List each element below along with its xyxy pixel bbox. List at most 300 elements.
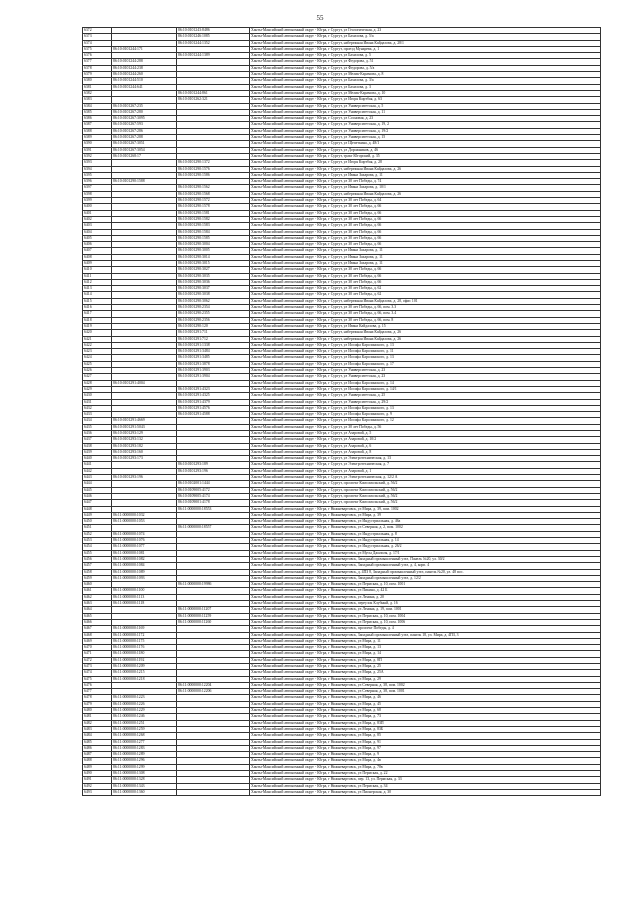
- row-number-cell: 6395: [83, 172, 112, 178]
- cadastral-number-b-cell: 86:10:0101246:1085: [177, 34, 250, 40]
- cadastral-number-b-cell: 86:10:0109005:4174: [177, 493, 250, 499]
- address-cell: Ханты-Мансийский автономный округ - Югра, г Сургут, ул Университетская, д. 5: [250, 103, 601, 109]
- cadastral-number-b-cell: 86:10:0101291:3904: [177, 374, 250, 380]
- row-number-cell: 6431: [83, 399, 112, 405]
- address-cell: Ханты-Мансийский автономный округ - Югра, г Сургут, ул 30 лет Победы, д. 66: [250, 279, 601, 285]
- cadastral-number-a-cell: 86:10:0101290:1588: [112, 179, 177, 185]
- row-number-cell: 6404: [83, 229, 112, 235]
- address-cell: Ханты-Мансийский автономный округ - Югра, г Сургут, набережная Ивана Кайдалова, д. 26: [250, 330, 601, 336]
- row-number-cell: 6453: [83, 538, 112, 544]
- cadastral-number-a-cell: 86:11:0000000:1032: [112, 512, 177, 518]
- address-cell: Ханты-Мансийский автономный округ - Югра, г Нижневартовск, ул Мира, д. 13: [250, 645, 601, 651]
- row-number-cell: 6384: [83, 103, 112, 109]
- row-number-cell: 6442: [83, 468, 112, 474]
- row-number-cell: 6457: [83, 563, 112, 569]
- row-number-cell: 6492: [83, 783, 112, 789]
- address-cell: Ханты-Мансийский автономный округ - Югра, г Сургут, ул Игоря Киртбая, д. 28: [250, 160, 601, 166]
- row-number-cell: 6449: [83, 512, 112, 518]
- cadastral-number-a-cell: 86:10:0101244:288: [112, 59, 177, 65]
- address-cell: Ханты-Мансийский автономный округ - Югра, г Нижневартовск, Западный промышленный узел, Панель №20, ул. 30/2: [250, 556, 601, 562]
- property-registry-table: [82, 27, 601, 796]
- address-cell: Ханты-Мансийский автономный округ - Югра, г Сургут, ул Университетская, д. 19, 2: [250, 122, 601, 128]
- row-number-cell: 6478: [83, 695, 112, 701]
- cadastral-number-a-cell: 86:10:0101244:260: [112, 72, 177, 78]
- row-number-cell: 6448: [83, 506, 112, 512]
- cadastral-number-b-cell: 86:10:0101290:3014: [177, 254, 250, 260]
- cadastral-number-b-cell: 86:10:0101290:1581: [177, 210, 250, 216]
- cadastral-number-a-cell: 86:11:0000000:1289: [112, 752, 177, 758]
- cadastral-number-a-cell: 86:11:0000000:1343: [112, 783, 177, 789]
- row-number-cell: 6374: [83, 40, 112, 46]
- address-cell: Ханты-Мансийский автономный округ - Югра, г Сургут, ул Иосифа Каролинского, д. 13: [250, 342, 601, 348]
- address-cell: Ханты-Мансийский автономный округ - Югра, г Нижневартовск, ул Мира, д. 25А: [250, 670, 601, 676]
- row-number-cell: 6488: [83, 758, 112, 764]
- address-cell: Ханты-Мансийский автономный округ - Югра, г Сургут, ул Азаровой, д. 10/2: [250, 437, 601, 443]
- cadastral-number-b-cell: 86:10:0101290:3027: [177, 267, 250, 273]
- address-cell: Ханты-Мансийский автономный округ - Югра, г Сургут, ул Электротехническая, д. 13: [250, 456, 601, 462]
- page-number: 55: [316, 14, 324, 22]
- cadastral-number-a-cell: 86:11:0000000:1328: [112, 777, 177, 783]
- row-number-cell: 6422: [83, 342, 112, 348]
- row-number-cell: 6415: [83, 298, 112, 304]
- cadastral-number-b-cell: 86:11:0000000:18557: [177, 525, 250, 531]
- row-number-cell: 6459: [83, 575, 112, 581]
- address-cell: Ханты-Мансийский автономный округ - Югра, г Сургут, ул 30 лет Победы, д. 66: [250, 223, 601, 229]
- cadastral-number-a-cell: 86:10:0101244:641: [112, 84, 177, 90]
- row-number-cell: 6413: [83, 286, 112, 292]
- address-cell: Ханты-Мансийский автономный округ - Югра, г Нижневартовск, ул Мира, д. 83П: [250, 720, 601, 726]
- address-cell: Ханты-Мансийский автономный округ - Югра, г Сургут, проспект Комсомольский, д. 56/2: [250, 500, 601, 506]
- address-cell: Ханты-Мансийский автономный округ - Югра, г Нижневартовск, ул Мира, д. 45: [250, 701, 601, 707]
- cadastral-number-a-cell: 86:10:0101293:196: [112, 475, 177, 481]
- cadastral-number-a-cell: 86:11:0000000:1209: [112, 663, 177, 669]
- row-number-cell: 6375: [83, 46, 112, 52]
- address-cell: Ханты-Мансийский автономный округ - Югра, г Сургут, ул Университетская, д. 15: [250, 135, 601, 141]
- address-cell: Ханты-Мансийский автономный округ - Югра, г Нижневартовск, ул Мира, д. 8П: [250, 657, 601, 663]
- cadastral-number-b-cell: 86:10:0101293:196: [177, 468, 250, 474]
- address-cell: Ханты-Мансийский автономный округ - Югра, г Сургут, ул 30 лет Победы, д. 66: [250, 242, 601, 248]
- row-number-cell: 6380: [83, 78, 112, 84]
- address-cell: Ханты-Мансийский автономный округ - Югра, г Нижневартовск, ул Мира, д. 39: [250, 512, 601, 518]
- cadastral-number-a-cell: 86:10:0101267:235: [112, 103, 177, 109]
- cadastral-number-a-cell: 86:11:0000000:1076: [112, 538, 177, 544]
- address-cell: Ханты-Мансийский автономный округ - Югра, г Сургут, тракт Югорский, д. 35: [250, 153, 601, 159]
- row-number-cell: 6386: [83, 116, 112, 122]
- cadastral-number-a-cell: 86:11:0000000:1296: [112, 758, 177, 764]
- address-cell: Ханты-Мансийский автономный округ - Югра, г Нижневартовск, ул Пермская, д. 10, пом. 1001: [250, 582, 601, 588]
- row-number-cell: 6417: [83, 311, 112, 317]
- row-number-cell: 6420: [83, 330, 112, 336]
- cadastral-number-a-cell: 86:11:0000000:1246: [112, 714, 177, 720]
- row-number-cell: 6455: [83, 550, 112, 556]
- cadastral-number-b-cell: 86:10:0101290:3005: [177, 248, 250, 254]
- address-cell: Ханты-Мансийский автономный округ - Югра, г Сургут, ул 30 лет Победы, д. 66: [250, 229, 601, 235]
- cadastral-number-a-cell: 86:11:0000000:1113: [112, 594, 177, 600]
- address-cell: Ханты-Мансийский автономный округ - Югра, г Нижневартовск, ул Мира, д. 4в: [250, 758, 601, 764]
- address-cell: Ханты-Мансийский автономный округ - Югра, г Сургут, ул Дорожников, д. 46: [250, 147, 601, 153]
- address-cell: Ханты-Мансийский автономный округ - Югра, г Нижневартовск, ул Мира, д. 73: [250, 714, 601, 720]
- address-cell: Ханты-Мансийский автономный округ - Югра, г Сургут, ул Ивана Захарова, д. 11: [250, 248, 601, 254]
- row-number-cell: 6472: [83, 657, 112, 663]
- cadastral-number-b-cell: 86:10:0101290:1583: [177, 223, 250, 229]
- address-cell: Ханты-Мансийский автономный округ - Югра, г Нижневартовск, ул Мира, д. 85: [250, 733, 601, 739]
- cadastral-number-a-cell: 86:11:0000000:1175: [112, 638, 177, 644]
- address-cell: Ханты-Мансийский автономный округ - Югра, г Сургут, ул Иосифа Каролинского, д. 12: [250, 418, 601, 424]
- address-cell: Ханты-Мансийский автономный округ - Югра, г Сургут, проспект Комсомольский, д. 56/2: [250, 481, 601, 487]
- row-number-cell: 6377: [83, 59, 112, 65]
- address-cell: Ханты-Мансийский автономный округ - Югра, г Нижневартовск, Западный промышленный узел, д. 12/2: [250, 575, 601, 581]
- cadastral-number-a-cell: 86:11:0000000:1308: [112, 771, 177, 777]
- address-cell: Ханты-Мансийский автономный округ - Югра, г Нижневартовск, ул Пермская, д. 10, пом. 1006: [250, 619, 601, 625]
- row-number-cell: 6476: [83, 682, 112, 688]
- row-number-cell: 6480: [83, 708, 112, 714]
- row-number-cell: 6399: [83, 198, 112, 204]
- row-number-cell: 6464: [83, 607, 112, 613]
- address-cell: Ханты-Мансийский автономный округ - Югра, г Сургут, ул 30 лет Победы, д. 66: [250, 210, 601, 216]
- cadastral-number-a-cell: 86:11:0000000:1169: [112, 626, 177, 632]
- cadastral-number-b-cell: 86:10:0101244:1352: [177, 40, 250, 46]
- cadastral-number-a-cell: 86:10:0101293:182: [112, 443, 177, 449]
- cadastral-number-b-cell: 86:10:0101290:3035: [177, 273, 250, 279]
- cadastral-number-b-cell: 86:10:0101290:1585: [177, 235, 250, 241]
- row-number-cell: 6439: [83, 449, 112, 455]
- address-cell: Ханты-Мансийский автономный округ - Югра, г Нижневартовск, ул Пионерская, д. 30: [250, 789, 601, 795]
- cadastral-number-a-cell: 86:11:0000000:1053: [112, 519, 177, 525]
- row-number-cell: 6430: [83, 393, 112, 399]
- address-cell: Ханты-Мансийский автономный округ - Югра, г Нижневартовск, ул Пермская, д. 22: [250, 771, 601, 777]
- address-cell: Ханты-Мансийский автономный округ - Югра, г Сургут, ул 30 лет Победы, д. 66: [250, 273, 601, 279]
- row-number-cell: 6466: [83, 619, 112, 625]
- cadastral-number-a-cell: 86:11:0000000:1180: [112, 651, 177, 657]
- cadastral-number-a-cell: 86:11:0000000:1081: [112, 550, 177, 556]
- row-number-cell: 6486: [83, 745, 112, 751]
- cadastral-number-a-cell: 86:10:0101267:3054: [112, 147, 177, 153]
- table-row: [83, 789, 601, 795]
- address-cell: Ханты-Мансийский автономный округ - Югра, г Сургут, ул Азаровой, д. 8: [250, 449, 601, 455]
- cadastral-number-a-cell: 86:10:0101268:17: [112, 153, 177, 159]
- cadastral-number-a-cell: 86:11:0000000:1100: [112, 588, 177, 594]
- cadastral-number-a-cell: 86:11:0000000:1074: [112, 531, 177, 537]
- row-number-cell: 6406: [83, 242, 112, 248]
- address-cell: Ханты-Мансийский автономный округ - Югра, г Сургут, проспект Комсомольский, д. 56/2: [250, 493, 601, 499]
- cadastral-number-a-cell: 86:11:0000000:1172: [112, 632, 177, 638]
- row-number-cell: 6403: [83, 223, 112, 229]
- cadastral-number-a-cell: 86:11:0000000:1215: [112, 670, 177, 676]
- cadastral-number-b-cell: 86:10:0101291:3485: [177, 355, 250, 361]
- address-cell: Ханты-Мансийский автономный округ - Югра, г Сургут, ул Азаровой, д. 1: [250, 468, 601, 474]
- row-number-cell: 6479: [83, 701, 112, 707]
- cadastral-number-b-cell: 86:10:0101290:1372: [177, 160, 250, 166]
- address-cell: Ханты-Мансийский автономный округ - Югра, г Нижневартовск, ул Мира, д. 46: [250, 695, 601, 701]
- row-number-cell: 6443: [83, 475, 112, 481]
- cadastral-number-a-cell: 86:11:0000000:1226: [112, 701, 177, 707]
- row-number-cell: 6397: [83, 185, 112, 191]
- address-cell: Ханты-Мансийский автономный округ - Югра, г Сургут, ул Иосифа Каролинского, д. 11: [250, 349, 601, 355]
- row-number-cell: 6419: [83, 323, 112, 329]
- row-number-cell: 6435: [83, 424, 112, 430]
- cadastral-number-b-cell: 86:10:0101291:4588: [177, 412, 250, 418]
- row-number-cell: 6388: [83, 128, 112, 134]
- row-number-cell: 6444: [83, 481, 112, 487]
- cadastral-number-a-cell: 86:11:0000000:1299: [112, 764, 177, 770]
- cadastral-number-a-cell: 86:10:0101244:510: [112, 78, 177, 84]
- row-number-cell: 6421: [83, 336, 112, 342]
- row-number-cell: 6482: [83, 720, 112, 726]
- cadastral-number-a-cell: 86:10:0101291:4669: [112, 418, 177, 424]
- row-number-cell: 6481: [83, 714, 112, 720]
- address-cell: Ханты-Мансийский автономный округ - Югра, г Сургут, ул 30 лет Победы, д. 74: [250, 179, 601, 185]
- row-number-cell: 6477: [83, 689, 112, 695]
- cadastral-number-a-cell: 86:11:0000000:1218: [112, 676, 177, 682]
- address-cell: Ханты-Мансийский автономный округ - Югра, г Нижневартовск, ул Мусы Джалиля, д. 17/1: [250, 550, 601, 556]
- address-cell: Ханты-Мансийский автономный округ - Югра, г Сургут, ул Мелик-Карамова, д. 8: [250, 72, 601, 78]
- row-number-cell: 6398: [83, 191, 112, 197]
- row-number-cell: 6400: [83, 204, 112, 210]
- row-number-cell: 6451: [83, 525, 112, 531]
- row-number-cell: 6409: [83, 260, 112, 266]
- cadastral-number-b-cell: 86:11:0000000:19986: [177, 582, 250, 588]
- address-cell: Ханты-Мансийский автономный округ - Югра, г Нижневартовск, ул Мира, д. 68: [250, 708, 601, 714]
- cadastral-number-b-cell: 86:10:0101291:3903: [177, 368, 250, 374]
- address-cell: Ханты-Мансийский автономный округ - Югра, г Нижневартовск, ул Мира, д. 25: [250, 663, 601, 669]
- cadastral-number-b-cell: 86:10:0101290:2355: [177, 311, 250, 317]
- address-cell: Ханты-Мансийский автономный округ - Югра, г Сургут, ул 30 лет Победы, д. 66, пом. 8: [250, 317, 601, 323]
- address-cell: Ханты-Мансийский автономный округ - Югра, г Сургут, ул Ивана Кайдалова, д. 15: [250, 323, 601, 329]
- address-cell: Ханты-Мансийский автономный округ - Югра, г Сургут, ул Университетская, д. 23: [250, 374, 601, 380]
- address-cell: Ханты-Мансийский автономный округ - Югра, г Сургут, ул Электротехническая, д. 7: [250, 462, 601, 468]
- cadastral-number-b-cell: 86:10:0101290:1572: [177, 198, 250, 204]
- cadastral-number-b-cell: 86:10:0101290:3062: [177, 298, 250, 304]
- cadastral-number-b-cell: 86:10:0101291:1338: [177, 342, 250, 348]
- cadastral-number-a-cell: 86:10:0101291:4004: [112, 380, 177, 386]
- row-number-cell: 6465: [83, 613, 112, 619]
- address-cell: Ханты-Мансийский автономный округ - Югра, г Сургут, ул Федорова, д. 5/а: [250, 65, 601, 71]
- cadastral-number-b-cell: 86:11:0000000:12204: [177, 682, 250, 688]
- cadastral-number-b-cell: [177, 789, 250, 795]
- cadastral-number-a-cell: 86:10:0101267:280: [112, 109, 177, 115]
- row-number-cell: 6458: [83, 569, 112, 575]
- cadastral-number-b-cell: 86:10:0101291:4323: [177, 386, 250, 392]
- address-cell: Ханты-Мансийский автономный округ - Югра, г Сургут, ул 30 лет Победы, д. 66: [250, 216, 601, 222]
- row-number-cell: 6467: [83, 626, 112, 632]
- cadastral-number-a-cell: 86:11:0000000:1259: [112, 726, 177, 732]
- address-cell: Ханты-Мансийский автономный округ - Югра, г Сургут, ул Ивана Захарова, д. 10/1: [250, 185, 601, 191]
- row-number-cell: 6424: [83, 355, 112, 361]
- cadastral-number-a-cell: 86:10:0101291:5043: [112, 424, 177, 430]
- address-cell: Ханты-Мансийский автономный округ - Югра, г Сургут, ул 30 лет Победы, д. 56: [250, 424, 601, 430]
- row-number-cell: 6428: [83, 380, 112, 386]
- row-number-cell: 6392: [83, 153, 112, 159]
- address-cell: Ханты-Мансийский автономный округ - Югра, г Нижневартовск, ул Мира, д. 91: [250, 739, 601, 745]
- cadastral-number-b-cell: 86:10:0101291:4325: [177, 393, 250, 399]
- address-cell: Ханты-Мансийский автономный округ - Югра, г Сургут, ул Иосифа Каролинского, д. 14: [250, 380, 601, 386]
- address-cell: Ханты-Мансийский автономный округ - Югра, г Сургут, ул 30 лет Победы, д. 64: [250, 198, 601, 204]
- row-number-cell: 6445: [83, 487, 112, 493]
- address-cell: Ханты-Мансийский автономный округ - Югра, г Сургут, ул Иосифа Каролинского, д. 13: [250, 405, 601, 411]
- row-number-cell: 6447: [83, 500, 112, 506]
- row-number-cell: 6487: [83, 752, 112, 758]
- address-cell: Ханты-Мансийский автономный округ - Югра, г Сургут, ул Иосифа Каролинского, д. 14/1: [250, 386, 601, 392]
- address-cell: Ханты-Мансийский автономный округ - Югра, г Нижневартовск, ул Пикина, д. 42 Б: [250, 588, 601, 594]
- row-number-cell: 6483: [83, 726, 112, 732]
- row-number-cell: 6373: [83, 34, 112, 40]
- row-number-cell: 6396: [83, 179, 112, 185]
- cadastral-number-a-cell: 86:11:0000000:1093: [112, 575, 177, 581]
- row-number-cell: 6387: [83, 122, 112, 128]
- row-number-cell: 6429: [83, 386, 112, 392]
- row-number-cell: 6407: [83, 248, 112, 254]
- row-number-cell: 6385: [83, 109, 112, 115]
- row-number-cell: 6450: [83, 519, 112, 525]
- address-cell: Ханты-Мансийский автономный округ - Югра, г Сургут, ул 30 лет Победы, д. 66, пом. 3.4: [250, 311, 601, 317]
- row-number-cell: 6425: [83, 361, 112, 367]
- address-cell: Ханты-Мансийский автономный округ - Югра, г Сургут, набережная Ивана Кайдалова, д. 26: [250, 166, 601, 172]
- cadastral-number-a-cell: 86:10:0101293:160: [112, 449, 177, 455]
- address-cell: Ханты-Мансийский автономный округ - Югра, г Сургут, ул Университетская, д. 11: [250, 109, 601, 115]
- address-cell: Ханты-Мансийский автономный округ - Югра, г Нижневартовск, ул Северная, д. 38, пом. 1001: [250, 689, 601, 695]
- cadastral-number-b-cell: 86:10:0101291:711: [177, 330, 250, 336]
- address-cell: Ханты-Мансийский автономный округ - Югра, г Сургут, набережная Ивана Кайдалова, д. 26: [250, 336, 601, 342]
- row-number-cell: 6389: [83, 135, 112, 141]
- row-number-cell: 6436: [83, 431, 112, 437]
- cadastral-number-b-cell: 86:10:0109001:4178: [177, 500, 250, 506]
- address-cell: Ханты-Мансийский автономный округ - Югра, г Сургут, ул Федорова, д. 51: [250, 59, 601, 65]
- address-cell: Ханты-Мансийский автономный округ - Югра, г Сургут, ул 30 лет Победы, д. 66, пом. 3.3: [250, 305, 601, 311]
- row-number-cell: 6446: [83, 493, 112, 499]
- address-cell: Ханты-Мансийский автономный округ - Югра, г Сургут, набережная Ивана Кайдалова, д. 28/1: [250, 40, 601, 46]
- address-cell: Ханты-Мансийский автономный округ - Югра, г Сургут, ул Ивана Захарова, д. 11: [250, 254, 601, 260]
- row-number-cell: 6460: [83, 582, 112, 588]
- address-cell: Ханты-Мансийский автономный округ - Югра, г Сургут, ул Сосновая, д. 23: [250, 116, 601, 122]
- row-number-cell: 6433: [83, 412, 112, 418]
- address-cell: Ханты-Мансийский автономный округ - Югра, г Нижневартовск, ул Мира, д. 78в: [250, 764, 601, 770]
- address-cell: Ханты-Мансийский автономный округ - Югра, г Сургут, ул Ивана Захарова, д. 11: [250, 172, 601, 178]
- cadastral-number-b-cell: 86:10:0101244:861: [177, 90, 250, 96]
- address-cell: Ханты-Мансийский автономный округ - Югра, г Нижневартовск, Западный промышленный узел, д. 4, корп. 4: [250, 563, 601, 569]
- address-cell: Ханты-Мансийский автономный округ - Югра, г Сургут, ул Университетская, д. 29/2: [250, 399, 601, 405]
- row-number-cell: 6393: [83, 160, 112, 166]
- address-cell: Ханты-Мансийский автономный округ - Югра, г Сургут, ул 30 лет Победы, д. 66: [250, 235, 601, 241]
- address-cell: Ханты-Мансийский автономный округ - Югра, г Сургут, ул Электротехническая, д. 12/2 А: [250, 475, 601, 481]
- address-cell: Ханты-Мансийский автономный округ - Югра, г Нижневартовск, ул Мира, д. 39, пом. 1002: [250, 506, 601, 512]
- address-cell: Ханты-Мансийский автономный округ - Югра, г Сургут, ул Университетская, д. 25: [250, 393, 601, 399]
- cadastral-number-b-cell: 86:10:0101290:3015: [177, 260, 250, 266]
- cadastral-number-b-cell: 86:10:0101291:3484: [177, 349, 250, 355]
- row-number-cell: 6493: [83, 789, 112, 795]
- row-number-cell: 6462: [83, 594, 112, 600]
- cadastral-number-b-cell: 86:10:0101244:1389: [177, 53, 250, 59]
- address-cell: Ханты-Мансийский автономный округ - Югра, г Сургут, ул 30 лет Победы, д. 62: [250, 292, 601, 298]
- row-number-cell: 6408: [83, 254, 112, 260]
- address-cell: Ханты-Мансийский автономный округ - Югра, г Сургут, ул Иосифа Каролинского, д. 13: [250, 355, 601, 361]
- cadastral-number-b-cell: 86:11:0000000:11207: [177, 607, 250, 613]
- row-number-cell: 6379: [83, 72, 112, 78]
- row-number-cell: 6473: [83, 663, 112, 669]
- address-cell: Ханты-Мансийский автономный округ - Югра, г Сургут, проспект Комсомольский, д. 56/2: [250, 487, 601, 493]
- address-cell: Ханты-Мансийский автономный округ - Югра, г Нижневартовск, ул Мира, д. 11: [250, 638, 601, 644]
- cadastral-number-b-cell: 86:10:0101290:3036: [177, 279, 250, 285]
- row-number-cell: 6485: [83, 739, 112, 745]
- cadastral-number-a-cell: 86:10:0101267:3051: [112, 141, 177, 147]
- address-cell: Ханты-Мансийский автономный округ - Югра, г Сургут, ул Азаровой, д. 6: [250, 443, 601, 449]
- cadastral-number-a-cell: 86:10:0101244:171: [112, 46, 177, 52]
- row-number-cell: 6394: [83, 166, 112, 172]
- cadastral-number-a-cell: 86:11:0000000:1360: [112, 789, 177, 795]
- address-cell: Ханты-Мансийский автономный округ - Югра, г Нижневартовск, ул Мира, д. 9: [250, 752, 601, 758]
- address-cell: Ханты-Мансийский автономный округ - Югра, г Сургут, ул Бахилова, д. 3: [250, 84, 601, 90]
- cadastral-number-b-cell: 86:10:0101243:8486: [177, 28, 250, 34]
- address-cell: Ханты-Мансийский автономный округ - Югра, г Сургут, ул 30 лет Победы, д. 66: [250, 204, 601, 210]
- address-cell: Ханты-Мансийский автономный округ - Югра, г Нижневартовск, ул Индустриальная, д. 8: [250, 531, 601, 537]
- address-cell: Ханты-Мансийский автономный округ - Югра, г Сургут, ул Университетская, д. 19/2: [250, 128, 601, 134]
- address-cell: Ханты-Мансийский автономный округ - Югра, г Нижневартовск, переулок Клубный, д. 16: [250, 601, 601, 607]
- row-number-cell: 6411: [83, 273, 112, 279]
- row-number-cell: 6372: [83, 28, 112, 34]
- row-number-cell: 6454: [83, 544, 112, 550]
- cadastral-number-b-cell: 86:10:0101291:3878: [177, 361, 250, 367]
- address-cell: Ханты-Мансийский автономный округ - Югра, г Сургут, ул Мелик-Карамова, д. 10: [250, 90, 601, 96]
- address-cell: Ханты-Мансийский автономный округ - Югра, г Сургут, ул Бахилова, д. 5: [250, 53, 601, 59]
- cadastral-number-a-cell: 86:10:0101244:238: [112, 65, 177, 71]
- row-number-cell: 6378: [83, 65, 112, 71]
- row-number-cell: 6412: [83, 279, 112, 285]
- cadastral-number-b-cell: 86:11:0000000:11259: [177, 613, 250, 619]
- row-number-cell: 6426: [83, 368, 112, 374]
- cadastral-number-a-cell: 86:11:0000000:1084: [112, 563, 177, 569]
- cadastral-number-a-cell: 86:11:0000000:1277: [112, 739, 177, 745]
- cadastral-number-b-cell: 86:10:0101290:1578: [177, 204, 250, 210]
- cadastral-number-b-cell: 86:10:0101290:1562: [177, 185, 250, 191]
- cadastral-number-b-cell: 86:10:0101290:1586: [177, 172, 250, 178]
- address-cell: Ханты-Мансийский автономный округ - Югра, г Сургут, ул Ивана Захарова, д. 11: [250, 260, 601, 266]
- row-number-cell: 6381: [83, 84, 112, 90]
- address-cell: Ханты-Мансийский автономный округ - Югра, г Сургут, ул Бахилова, д. 5/а: [250, 34, 601, 40]
- address-cell: Ханты-Мансийский автономный округ - Югра, г Сургут, ул Азаровой, д. 5: [250, 431, 601, 437]
- row-number-cell: 6470: [83, 645, 112, 651]
- cadastral-number-a-cell: 86:11:0000000:1176: [112, 645, 177, 651]
- row-number-cell: 6463: [83, 601, 112, 607]
- row-number-cell: 6401: [83, 210, 112, 216]
- address-cell: Ханты-Мансийский автономный округ - Югра, г Нижневартовск, ул Индустриальная, д. 26/2: [250, 544, 601, 550]
- cadastral-number-b-cell: 86:10:0102001:1444: [177, 481, 250, 487]
- address-cell: Ханты-Мансийский автономный округ - Югра, г Нижневартовск, ул Ленина, д. 20: [250, 594, 601, 600]
- address-cell: Ханты-Мансийский автономный округ - Югра, г Нижневартовск, ул Мира, д. 97: [250, 745, 601, 751]
- row-number-cell: 6382: [83, 90, 112, 96]
- cadastral-number-a-cell: 86:10:0101293:173: [112, 456, 177, 462]
- row-number-cell: 6390: [83, 141, 112, 147]
- address-cell: Ханты-Мансийский автономный округ - Югра, г Нижневартовск, ул Пермская, д. 10, пом. 1004: [250, 613, 601, 619]
- row-number-cell: 6418: [83, 317, 112, 323]
- cadastral-number-b-cell: 86:10:0101290:1582: [177, 216, 250, 222]
- address-cell: Ханты-Мансийский автономный округ - Югра, г Сургут, ул Университетская, д. 23: [250, 368, 601, 374]
- cadastral-number-a-cell: 86:10:0101267:3095: [112, 116, 177, 122]
- cadastral-number-a-cell: 86:11:0000000:1089: [112, 569, 177, 575]
- cadastral-number-b-cell: 86:10:0109005:4172: [177, 487, 250, 493]
- cadastral-number-a-cell: 86:11:0000000:1268: [112, 733, 177, 739]
- cadastral-number-b-cell: 86:10:0101290:1584: [177, 229, 250, 235]
- cadastral-number-a-cell: 86:11:0000000:1251: [112, 720, 177, 726]
- cadastral-number-a-cell: 86:10:0101267:593: [112, 122, 177, 128]
- cadastral-number-b-cell: 86:10:0101290:3037: [177, 286, 250, 292]
- row-number-cell: 6468: [83, 632, 112, 638]
- address-cell: Ханты-Мансийский автономный округ - Югра, г Сургут, ул 30 лет Победы, д. 62: [250, 286, 601, 292]
- address-cell: Ханты-Мансийский автономный округ - Югра, г Нижневартовск, ул Мира, д. 14: [250, 651, 601, 657]
- row-number-cell: 6474: [83, 670, 112, 676]
- row-number-cell: 6437: [83, 437, 112, 443]
- address-cell: Ханты-Мансийский автономный округ - Югра, г Сургут, ул 30 лет Победы, д. 66: [250, 267, 601, 273]
- cadastral-number-b-cell: 86:10:0101293:189: [177, 462, 250, 468]
- cadastral-number-b-cell: 86:10:0101291:712: [177, 336, 250, 342]
